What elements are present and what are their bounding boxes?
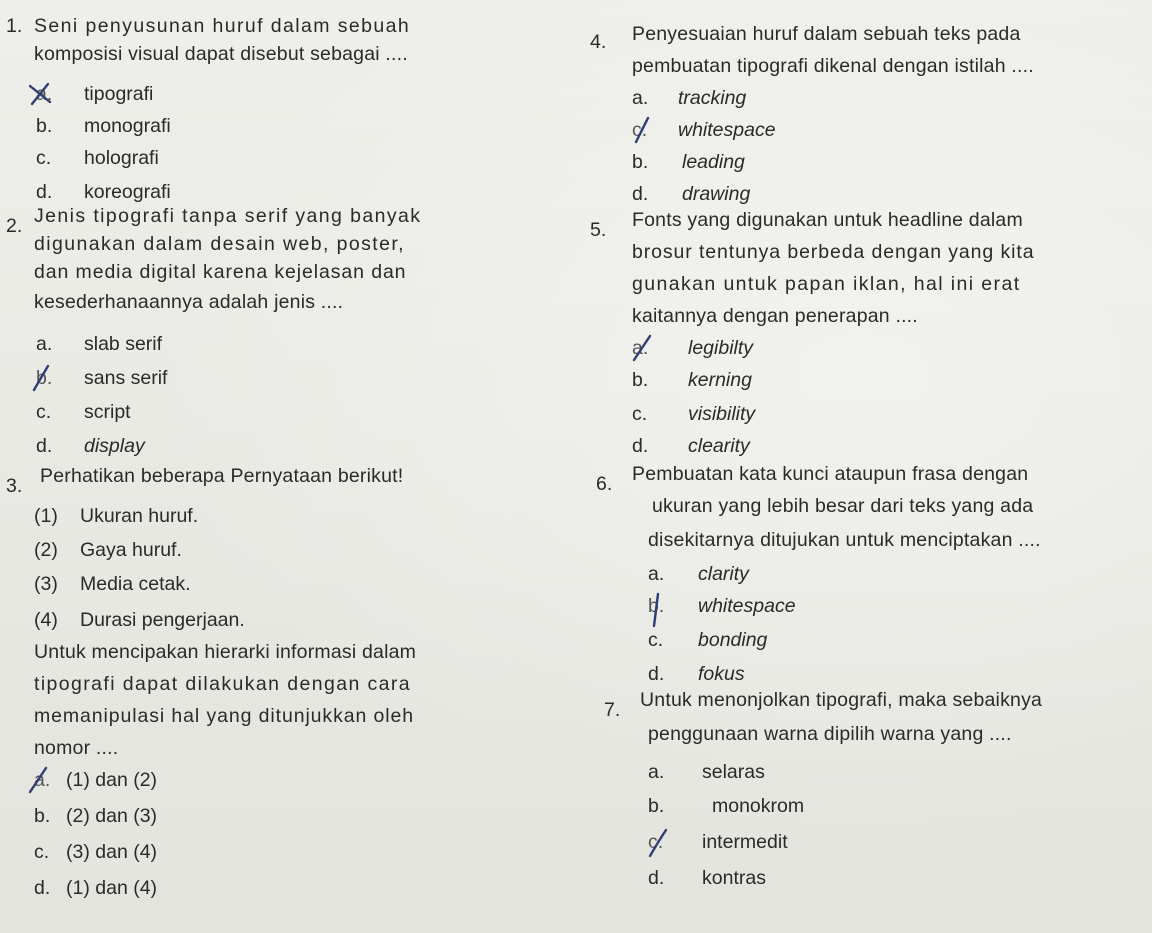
statement-number: (3)	[34, 573, 58, 595]
statement-number: (4)	[34, 609, 58, 631]
option-text: clearity	[688, 435, 750, 457]
question-number: 5.	[590, 219, 607, 241]
option-letter: b.	[34, 805, 51, 827]
option-text: slab serif	[84, 333, 163, 355]
option-text: legibilty	[688, 337, 754, 359]
question-body-line: Untuk mencipakan hierarki informasi dalam	[34, 641, 417, 663]
question-text-line: brosur tentunya berbeda dengan yang kita	[632, 241, 1035, 263]
question-number: 1.	[6, 15, 23, 37]
question-body-line: memanipulasi hal yang ditunjukkan oleh	[34, 705, 415, 727]
option-letter: d.	[36, 181, 53, 203]
option-text: (1) dan (4)	[66, 877, 158, 899]
option-letter: a.	[632, 337, 649, 359]
statement-text: Durasi pengerjaan.	[80, 609, 245, 631]
option-letter: c.	[36, 401, 52, 423]
option-letter: b.	[36, 367, 53, 389]
option-text: fokus	[698, 663, 745, 685]
option-letter: d.	[36, 435, 53, 457]
option-text: tracking	[678, 87, 747, 109]
question-text-line: Perhatikan beberapa Pernyataan berikut!	[40, 465, 404, 487]
option-text: bonding	[698, 629, 768, 651]
question-text-line: gunakan untuk papan iklan, hal ini erat	[632, 273, 1021, 295]
option-text: (2) dan (3)	[66, 805, 158, 827]
statement-text: Ukuran huruf.	[80, 505, 199, 527]
option-letter: d.	[632, 183, 649, 205]
option-letter: c.	[632, 119, 648, 141]
question-text-line: komposisi visual dapat disebut sebagai ....	[34, 43, 408, 65]
option-letter: a.	[36, 333, 53, 355]
question-text-line: Penyesuaian huruf dalam sebuah teks pada	[632, 23, 1021, 45]
question-text-line: dan media digital karena kejelasan dan	[34, 261, 407, 283]
option-letter: d.	[648, 867, 665, 889]
statement-number: (2)	[34, 539, 58, 561]
option-letter: c.	[648, 831, 664, 853]
option-letter: c.	[36, 147, 52, 169]
option-text: visibility	[688, 403, 756, 425]
question-number: 3.	[6, 475, 23, 497]
question-text-line: disekitarnya ditujukan untuk menciptakan ....	[648, 529, 1041, 551]
option-text: kerning	[688, 369, 752, 391]
question-text-line: ukuran yang lebih besar dari teks yang ada	[652, 495, 1034, 517]
option-letter: b.	[632, 151, 649, 173]
option-text: (3) dan (4)	[66, 841, 158, 863]
statement-text: Gaya huruf.	[80, 539, 182, 561]
option-text: monografi	[84, 115, 171, 137]
option-letter: c.	[632, 403, 648, 425]
option-letter: c.	[648, 629, 664, 651]
option-letter: a.	[632, 87, 649, 109]
question-number: 4.	[590, 31, 607, 53]
option-text: holografi	[84, 147, 159, 169]
option-text: tipografi	[84, 83, 154, 105]
option-letter: b.	[36, 115, 53, 137]
option-letter: a.	[34, 769, 51, 791]
option-text: drawing	[682, 183, 751, 205]
option-text: script	[84, 401, 131, 423]
statement-text: Media cetak.	[80, 573, 191, 595]
option-text: intermedit	[702, 831, 788, 853]
question-text-line: Fonts yang digunakan untuk headline dalam	[632, 209, 1023, 231]
question-text-line: penggunaan warna dipilih warna yang ....	[648, 723, 1012, 745]
question-text-line: pembuatan tipografi dikenal dengan istilah ....	[632, 55, 1034, 77]
option-letter: a.	[648, 563, 665, 585]
option-letter: d.	[632, 435, 649, 457]
question-body-line: tipografi dapat dilakukan dengan cara	[34, 673, 412, 695]
option-letter: b.	[648, 595, 665, 617]
option-text: clarity	[698, 563, 749, 585]
option-letter: b.	[648, 795, 665, 817]
option-text: koreografi	[84, 181, 171, 203]
option-letter: b.	[632, 369, 649, 391]
option-text: leading	[682, 151, 745, 173]
question-number: 2.	[6, 215, 23, 237]
question-text-line: kesederhanaannya adalah jenis ....	[34, 291, 344, 313]
question-text-line: Jenis tipografi tanpa serif yang banyak	[34, 205, 422, 227]
option-text: whitespace	[678, 119, 776, 141]
question-text-line: kaitannya dengan penerapan ....	[632, 305, 918, 327]
option-letter: a.	[648, 761, 665, 783]
option-text: (1) dan (2)	[66, 769, 158, 791]
question-number: 7.	[604, 699, 621, 721]
question-number: 6.	[596, 473, 613, 495]
option-letter: d.	[648, 663, 665, 685]
question-text-line: digunakan dalam desain web, poster,	[34, 233, 405, 255]
option-text: monokrom	[712, 795, 805, 817]
option-letter: a.	[36, 83, 53, 105]
option-text: selaras	[702, 761, 765, 783]
option-text: kontras	[702, 867, 766, 889]
question-text-line: Seni penyusunan huruf dalam sebuah	[34, 15, 411, 37]
question-text-line: Pembuatan kata kunci ataupun frasa dengan	[632, 463, 1029, 485]
option-text: sans serif	[84, 367, 168, 389]
option-text: display	[84, 435, 145, 457]
option-text: whitespace	[698, 595, 796, 617]
option-letter: d.	[34, 877, 51, 899]
question-text-line: Untuk menonjolkan tipografi, maka sebaiknya	[640, 689, 1043, 711]
statement-number: (1)	[34, 505, 58, 527]
option-letter: c.	[34, 841, 50, 863]
question-body-line: nomor ....	[34, 737, 119, 759]
